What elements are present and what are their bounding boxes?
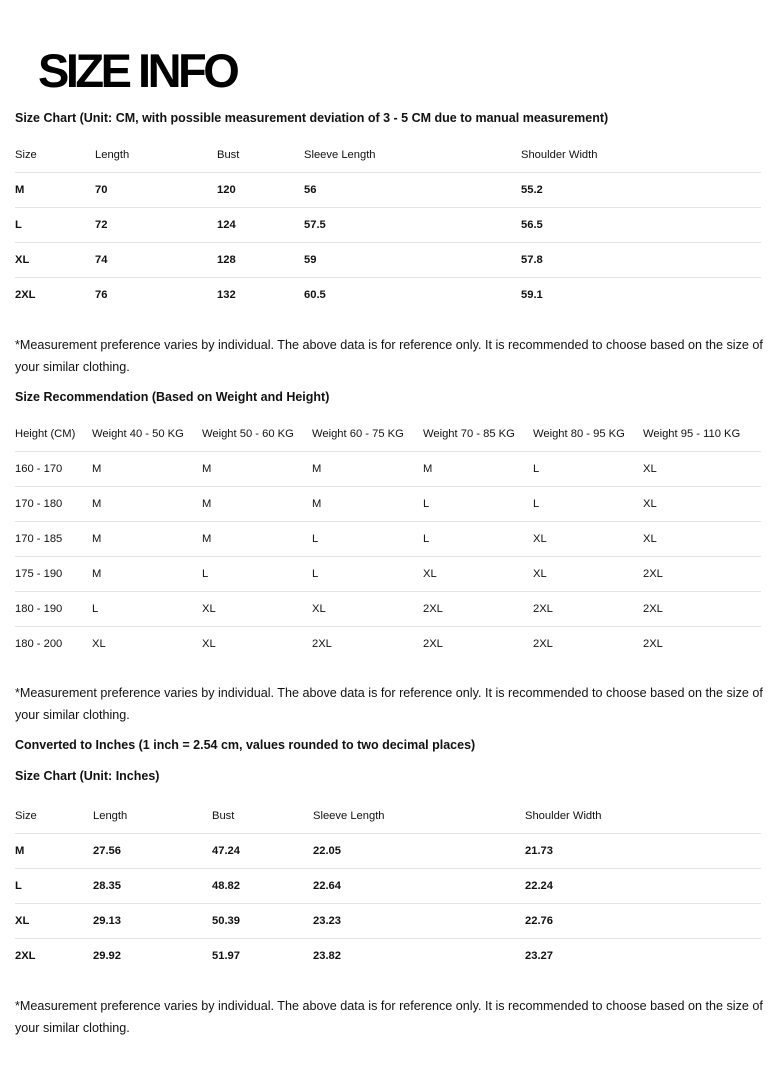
table-cell: L xyxy=(202,557,312,592)
table-cell: 2XL xyxy=(643,557,761,592)
size-chart-cm-note: *Measurement preference varies by individual. The above data is for reference only. It is recommended to choose based on the size of your similar clothing. xyxy=(15,338,763,374)
column-header-shoulder-width: Shoulder Width xyxy=(525,798,761,834)
table-cell: XL xyxy=(533,522,643,557)
table-row xyxy=(15,627,761,662)
table-cell: 2XL xyxy=(533,638,553,650)
table-cell: 170 - 185 xyxy=(15,522,92,557)
size-chart-in-table xyxy=(15,798,761,973)
table-cell: 57.5 xyxy=(304,208,521,243)
column-header-bust: Bust xyxy=(217,137,304,173)
table-cell: 128 xyxy=(217,243,304,278)
column-header-length: Length xyxy=(95,137,217,173)
table-cell: 170 - 180 xyxy=(15,487,92,522)
table-cell: M xyxy=(202,452,312,487)
table-cell: 2XL xyxy=(643,638,663,650)
table-row xyxy=(15,592,761,627)
table-cell: M xyxy=(92,557,202,592)
table-cell: L xyxy=(312,557,423,592)
table-cell: 23.27 xyxy=(525,950,553,962)
table-cell: 29.13 xyxy=(93,904,212,939)
table-cell: 2XL xyxy=(312,638,332,650)
table-cell: M xyxy=(92,487,202,522)
column-header-weight-60-75: Weight 60 - 75 KG xyxy=(312,416,423,452)
table-cell: 56.5 xyxy=(521,208,761,243)
size-recommendation-table xyxy=(15,416,761,661)
size-chart-in-note: *Measurement preference varies by individual. The above data is for reference only. It is recommended to choose based on the size of your similar clothing. xyxy=(15,999,763,1035)
table-cell: 120 xyxy=(217,173,304,208)
table-row xyxy=(15,452,761,487)
page-title: SIZE INFO xyxy=(38,44,237,97)
table-cell: 2XL xyxy=(423,592,533,627)
column-header-height: Height (CM) xyxy=(15,416,92,452)
table-cell: XL xyxy=(643,487,761,522)
table-cell: 2XL xyxy=(15,289,36,301)
table-row xyxy=(15,278,761,313)
table-cell: 56 xyxy=(304,173,521,208)
table-cell: M xyxy=(423,452,533,487)
table-cell: XL xyxy=(423,557,533,592)
table-cell: L xyxy=(533,452,643,487)
table-cell: L xyxy=(92,592,202,627)
column-header-length: Length xyxy=(93,798,212,834)
table-row xyxy=(15,904,761,939)
table-cell: 57.8 xyxy=(521,243,761,278)
table-cell: 59.1 xyxy=(521,289,543,301)
table-cell: M xyxy=(15,173,95,208)
table-cell: XL xyxy=(15,904,93,939)
table-cell: 2XL xyxy=(15,950,36,962)
table-cell: M xyxy=(92,452,202,487)
table-cell: 29.92 xyxy=(93,950,121,962)
column-header-weight-50-60: Weight 50 - 60 KG xyxy=(202,416,312,452)
size-recommendation-note: *Measurement preference varies by individual. The above data is for reference only. It is recommended to choose based on the size of your similar clothing. xyxy=(15,686,763,722)
table-cell: M xyxy=(312,487,423,522)
table-cell: 27.56 xyxy=(93,834,212,869)
table-cell: M xyxy=(312,452,423,487)
table-cell: 48.82 xyxy=(212,869,313,904)
column-header-weight-70-85: Weight 70 - 85 KG xyxy=(423,416,533,452)
column-header-sleeve-length: Sleeve Length xyxy=(313,798,525,834)
column-header-size: Size xyxy=(15,798,93,834)
table-cell: L xyxy=(423,522,533,557)
table-cell: XL xyxy=(92,638,106,650)
table-cell: 51.97 xyxy=(212,950,240,962)
table-cell: XL xyxy=(533,557,643,592)
table-cell: L xyxy=(423,487,533,522)
column-header-weight-95-110: Weight 95 - 110 KG xyxy=(643,416,761,452)
table-cell: 23.23 xyxy=(313,904,525,939)
table-row xyxy=(15,243,761,278)
table-cell: L xyxy=(312,522,423,557)
table-cell: 2XL xyxy=(643,592,761,627)
table-cell: M xyxy=(202,522,312,557)
table-cell: 72 xyxy=(95,208,217,243)
table-cell: 60.5 xyxy=(304,289,326,301)
table-cell: 160 - 170 xyxy=(15,452,92,487)
table-cell: 47.24 xyxy=(212,834,313,869)
table-header-row xyxy=(15,416,761,452)
table-row xyxy=(15,522,761,557)
column-header-weight-40-50: Weight 40 - 50 KG xyxy=(92,416,202,452)
column-header-sleeve-length: Sleeve Length xyxy=(304,137,521,173)
table-cell: 23.82 xyxy=(313,950,341,962)
table-row xyxy=(15,487,761,522)
table-cell: 55.2 xyxy=(521,173,761,208)
table-row xyxy=(15,869,761,904)
table-row xyxy=(15,557,761,592)
table-cell: XL xyxy=(643,522,761,557)
converted-inches-heading: Converted to Inches (1 inch = 2.54 cm, values rounded to two decimal places) xyxy=(15,738,476,752)
table-cell: L xyxy=(533,487,643,522)
table-cell: L xyxy=(15,869,93,904)
table-cell: L xyxy=(15,208,95,243)
table-header-row xyxy=(15,137,761,173)
size-chart-cm-table xyxy=(15,137,761,312)
table-header-row xyxy=(15,798,761,834)
table-cell: XL xyxy=(202,638,216,650)
table-cell: M xyxy=(202,487,312,522)
table-cell: M xyxy=(92,522,202,557)
table-cell: XL xyxy=(643,452,761,487)
size-chart-in-heading: Size Chart (Unit: Inches) xyxy=(15,769,160,783)
table-cell: 59 xyxy=(304,243,521,278)
table-cell: XL xyxy=(15,243,95,278)
table-row xyxy=(15,939,761,974)
table-row xyxy=(15,173,761,208)
table-cell: XL xyxy=(202,592,312,627)
table-row xyxy=(15,208,761,243)
table-cell: XL xyxy=(312,592,423,627)
table-cell: 175 - 190 xyxy=(15,557,92,592)
column-header-bust: Bust xyxy=(212,798,313,834)
table-cell: 22.64 xyxy=(313,869,525,904)
table-cell: 2XL xyxy=(423,638,443,650)
table-cell: 22.24 xyxy=(525,869,761,904)
table-cell: 22.76 xyxy=(525,904,761,939)
table-cell: 76 xyxy=(95,289,108,301)
table-cell: 28.35 xyxy=(93,869,212,904)
table-cell: 180 - 190 xyxy=(15,592,92,627)
table-cell: 70 xyxy=(95,173,217,208)
table-cell: 2XL xyxy=(533,592,643,627)
column-header-size: Size xyxy=(15,137,95,173)
size-recommendation-heading: Size Recommendation (Based on Weight and Height) xyxy=(15,390,330,404)
column-header-weight-80-95: Weight 80 - 95 KG xyxy=(533,416,643,452)
table-cell: 50.39 xyxy=(212,904,313,939)
table-cell: 22.05 xyxy=(313,834,525,869)
table-row xyxy=(15,834,761,869)
size-chart-cm-heading: Size Chart (Unit: CM, with possible measurement deviation of 3 - 5 CM due to manual measurement) xyxy=(15,111,609,125)
table-cell: 180 - 200 xyxy=(15,638,63,650)
table-cell: 132 xyxy=(217,289,236,301)
table-cell: 74 xyxy=(95,243,217,278)
table-cell: 124 xyxy=(217,208,304,243)
column-header-shoulder-width: Shoulder Width xyxy=(521,137,761,173)
table-cell: M xyxy=(15,834,93,869)
table-cell: 21.73 xyxy=(525,834,761,869)
